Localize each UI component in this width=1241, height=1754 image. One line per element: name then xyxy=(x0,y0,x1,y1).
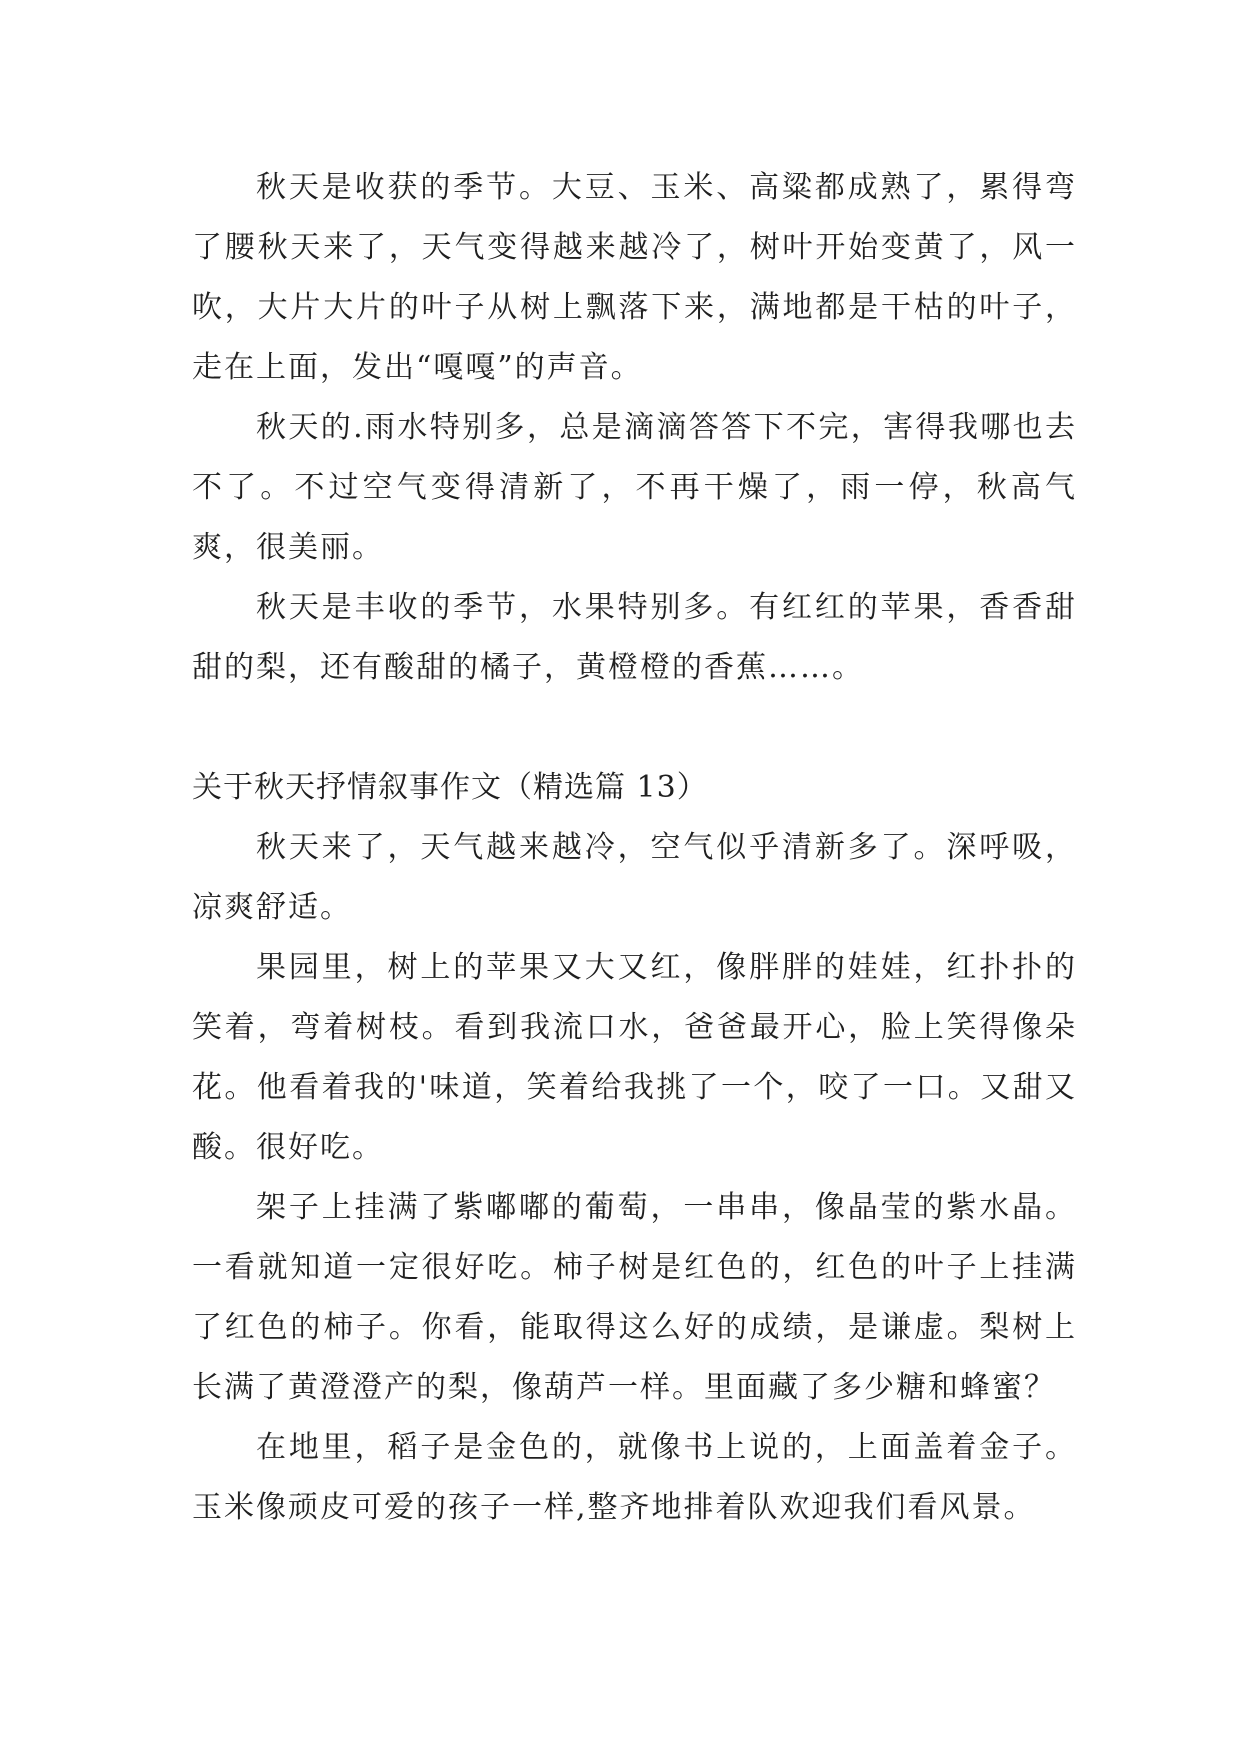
paragraph: 秋天来了，天气越来越冷，空气似乎清新多了。深呼吸，凉爽舒适。 xyxy=(192,830,1077,925)
paragraph: 果园里，树上的苹果又大又红，像胖胖的娃娃，红扑扑的笑着，弯着树枝。看到我流口水，爸爸最开心，脸上笑得像朵花。他看着我的'味道，笑着给我挑了一个，咬了一口。又甜又酸。很好吃。 xyxy=(192,950,1077,1165)
section-spacer xyxy=(192,698,1077,758)
paragraph: 在地里，稻子是金色的，就像书上说的，上面盖着金子。玉米像顽皮可爱的孩子一样,整齐地排着队欢迎我们看风景。 xyxy=(192,1430,1077,1525)
paragraph: 秋天的.雨水特别多，总是滴滴答答下不完，害得我哪也去不了。不过空气变得清新了，不再干燥了，雨一停，秋高气爽，很美丽。 xyxy=(192,410,1077,565)
paragraph: 秋天是丰收的季节，水果特别多。有红红的苹果，香香甜甜的梨，还有酸甜的橘子，黄橙橙的香蕉……。 xyxy=(192,590,1077,685)
paragraph: 秋天是收获的季节。大豆、玉米、高粱都成熟了，累得弯了腰秋天来了，天气变得越来越冷了，树叶开始变黄了，风一吹，大片大片的叶子从树上飘落下来，满地都是干枯的叶子，走在上面，发出“嘎嘎”的声音。 xyxy=(192,170,1077,385)
document-body xyxy=(192,158,1077,1538)
section-heading: 关于秋天抒情叙事作文（精选篇 13） xyxy=(192,770,708,805)
paragraph: 架子上挂满了紫嘟嘟的葡萄，一串串，像晶莹的紫水晶。一看就知道一定很好吃。柿子树是红色的，红色的叶子上挂满了红色的柿子。你看，能取得这么好的成绩，是谦虚。梨树上长满了黄澄澄产的梨，像葫芦一样。里面藏了多少糖和蜂蜜？ xyxy=(192,1190,1077,1405)
